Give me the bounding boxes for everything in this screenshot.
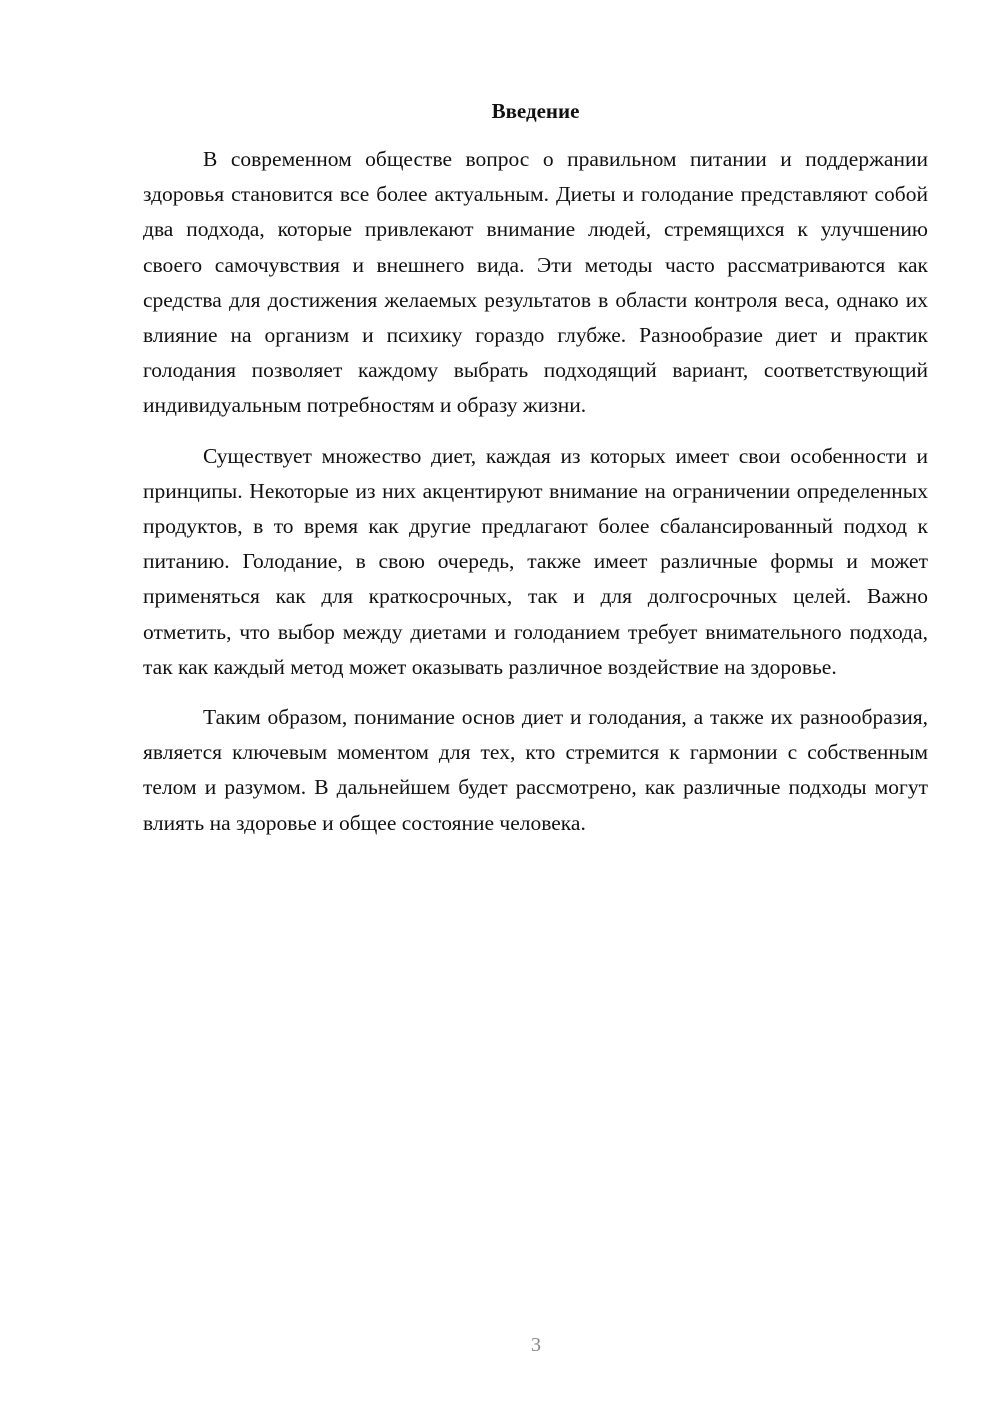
page-number: 3 [531,1334,541,1356]
paragraph-2: Существует множество диет, каждая из которых имеет свои особенности и принципы. Некоторые из них акцентируют внимание на ограничении определенных продуктов, в то время как другие предлагают более сбалансированный подход к питанию. Голодание, в свою очередь, также имеет различные формы и может применяться как для краткосрочных, так и для долгосрочных целей. Важно отметить, что выбор между диетами и голоданием требует внимательного подхода, так как каждый метод может оказывать различное воздействие на здоровье. [143,443,928,679]
paragraph-3: Таким образом, понимание основ диет и голодания, а также их разнообразия, является ключевым моментом для тех, кто стремится к гармонии с собственным телом и разумом. В дальнейшем будет рассмотрено, как различные подходы могут влиять на здоровье и общее состояние человека. [143,705,928,835]
paragraph-1: В современном обществе вопрос о правильном питании и поддержании здоровья становится все более актуальным. Диеты и голодание представляют собой два подхода, которые привлекают внимание людей, стремящихся к улучшению своего самочувствия и внешнего вида. Эти методы часто рассматриваются как средства для достижения желаемых результатов в области контроля веса, однако их влияние на организм и психику гораздо глубже. Разнообразие диет и практик голодания позволяет каждому выбрать подходящий вариант, соответствующий индивидуальным потребностям и образу жизни. [143,147,928,418]
section-heading: Введение [491,99,580,123]
body-text [143,142,928,856]
